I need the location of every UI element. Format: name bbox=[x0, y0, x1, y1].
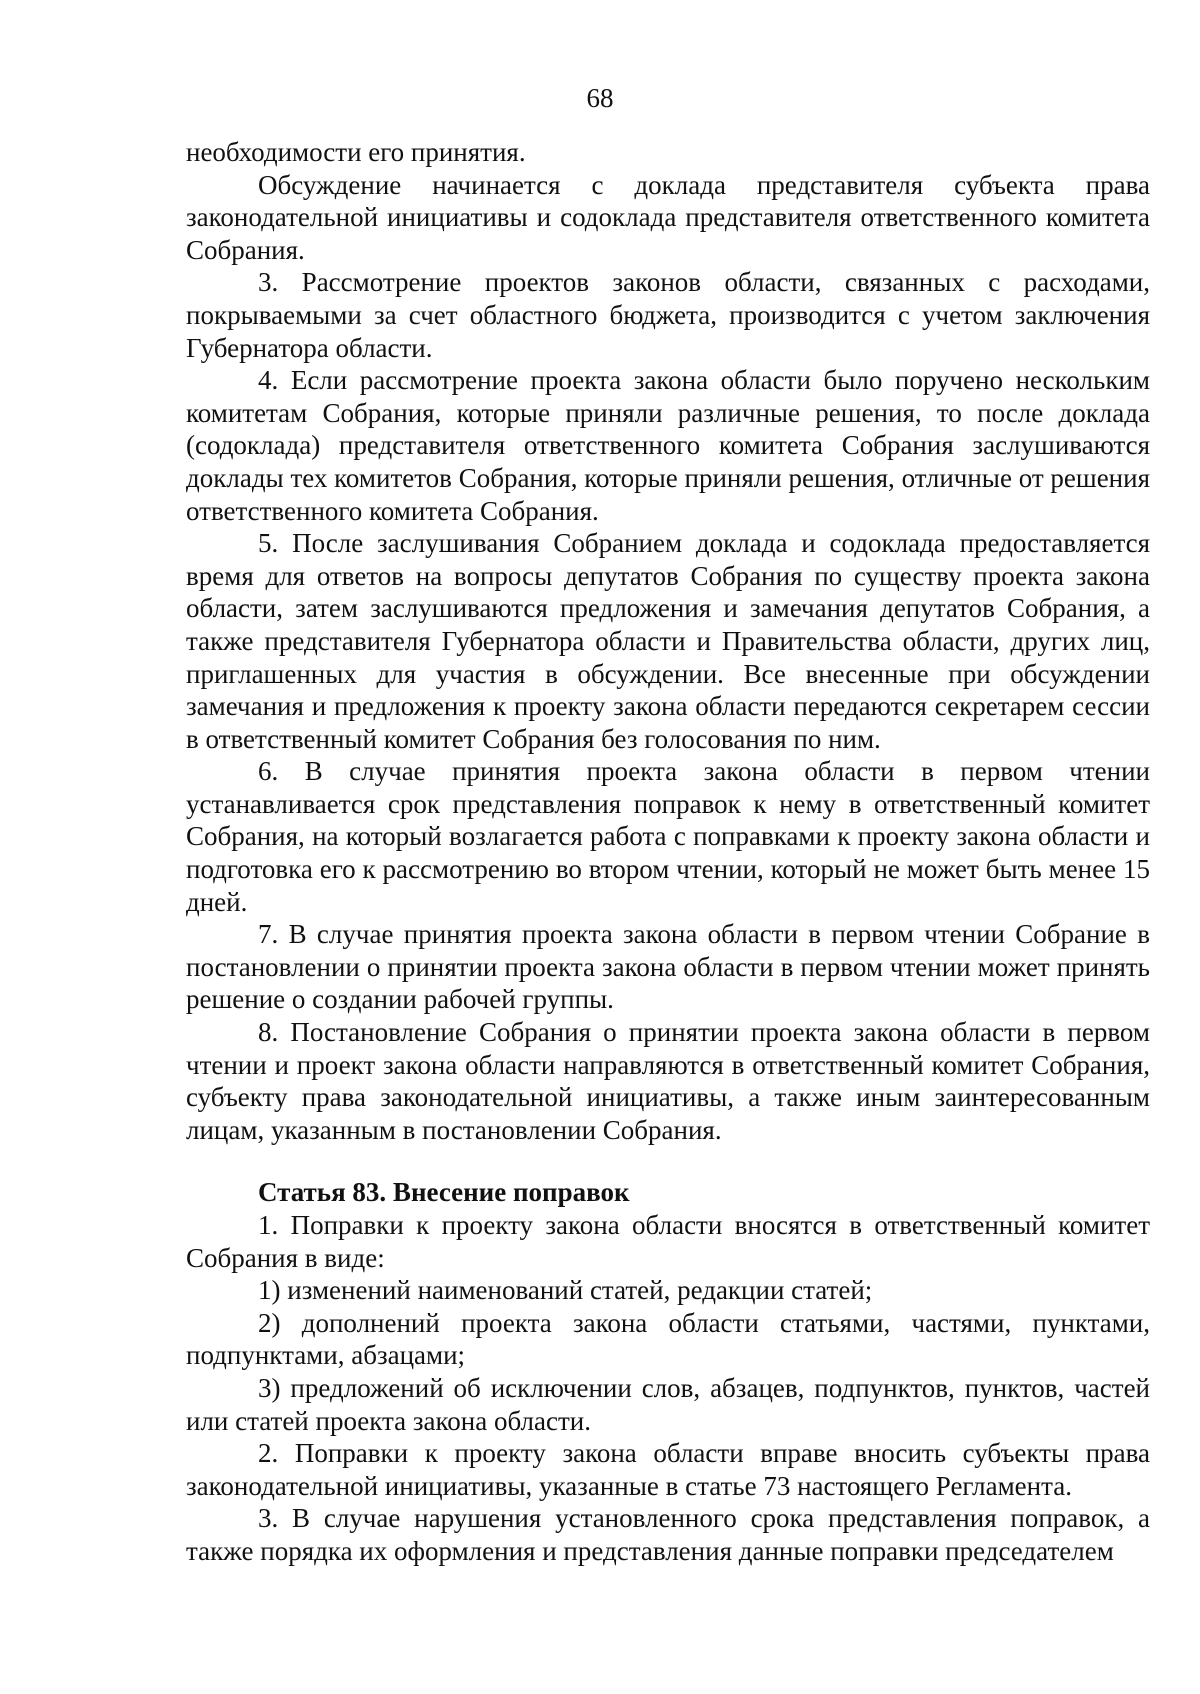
article-heading: Статья 83. Внесение поправок bbox=[258, 1177, 630, 1208]
page-number: 68 bbox=[586, 83, 614, 113]
paragraph-item-3: 3. Рассмотрение проектов законов области, связанных с расходами, покрываемыми за счет областного бюджета, производится с учетом заключения Губернатора области. bbox=[186, 267, 1150, 363]
article-paragraph-1: 1. Поправки к проекту закона области вносятся в ответственный комитет Собрания в виде: bbox=[186, 1210, 1150, 1273]
article-subitem-1: 1) изменений наименований статей, редакции статей; bbox=[258, 1275, 873, 1306]
article-subitem-3: 3) предложений об исключении слов, абзацев, подпунктов, пунктов, частей или статей проекта закона области. bbox=[186, 1372, 1150, 1436]
article-subitem-2: 2) дополнений проекта закона области статьями, частями, пунктами, подпунктами, абзацами; bbox=[186, 1307, 1150, 1371]
paragraph-item-5: 5. После заслушивания Собранием доклада и содоклада предоставляется время для ответов на вопросы депутатов Собрания по существу проекта закона области, затем заслушиваются предложения и замечания депутатов Собрания, а также представителя Губернатора области и Правительства области, других лиц, приглашенных для участия в обсуждении. Все внесенные при обсуждении замечания и предложения к проекту закона области передаются секретарем сессии в ответственный комитет Собрания без голосования по ним. bbox=[186, 528, 1150, 754]
paragraph-item-4: 4. Если рассмотрение проекта закона области было поручено нескольким комитетам Собрания, которые приняли различные решения, то после доклада (содоклада) представителя ответственного комитета Собрания заслушиваются доклады тех комитетов Собрания, которые приняли решения, отличные от решения ответственного комитета Собрания. bbox=[186, 365, 1150, 526]
paragraph-item-6: 6. В случае принятия проекта закона области в первом чтении устанавливается срок представления поправок к нему в ответственный комитет Собрания, на который возлагается работа с поправками к проекту закона области и подготовка его к рассмотрению во втором чтении, который не может быть менее 15 дней. bbox=[186, 756, 1150, 917]
paragraph-continuation: необходимости его принятия. bbox=[186, 137, 526, 167]
paragraph-item-8: 8. Постановление Собрания о принятии проекта закона области в первом чтении и проект закона области направляются в ответственный комитет Собрания, субъекту права законодательной инициативы, а также иным заинтересованным лицам, указанным в постановлении Собрания. bbox=[186, 1017, 1150, 1145]
paragraph-discussion: Обсуждение начинается с доклада представителя субъекта права законодательной инициативы и содоклада представителя ответственного комитета Собрания. bbox=[186, 169, 1150, 265]
article-paragraph-3: 3. В случае нарушения установленного срока представления поправок, а также порядка их оформления и представления данные поправки председателем bbox=[186, 1503, 1150, 1566]
paragraph-item-7: 7. В случае принятия проекта закона области в первом чтении Собрание в постановлении о принятии проекта закона области в первом чтении может принять решение о создании рабочей группы. bbox=[186, 919, 1150, 1015]
document-body bbox=[186, 136, 1150, 1568]
article-paragraph-2: 2. Поправки к проекту закона области вправе вносить субъекты права законодательной инициативы, указанные в статье 73 настоящего Регламента. bbox=[186, 1438, 1150, 1501]
